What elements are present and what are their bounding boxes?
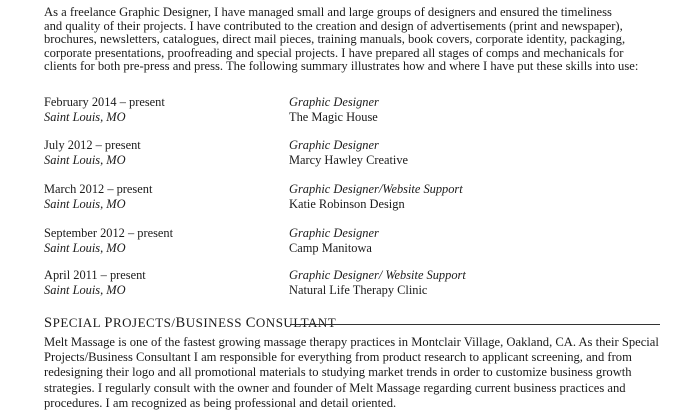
entry-role: [289, 268, 649, 298]
intro-line: and quality of their projects. I have contributed to the creation and design of advertisements (print and newspaper),: [44, 18, 623, 33]
entry-date: July 2012 – present: [44, 138, 141, 152]
entry-company: Natural Life Therapy Clinic: [289, 283, 428, 297]
intro-paragraph: [44, 6, 664, 74]
entry-role: [289, 138, 649, 168]
section-line: Melt Massage is one of the fastest growing massage therapy practices in Montclair Village, Oakland, CA. As their Special: [44, 335, 659, 349]
entry-date-location: [44, 268, 284, 298]
intro-line: brochures, newsletters, catalogues, direct mail pieces, training manuals, book covers, corporate identity, packaging,: [44, 32, 626, 47]
entry-role: [289, 182, 649, 212]
entry-title: Graphic Designer: [289, 95, 379, 109]
entry-role: [289, 226, 649, 256]
entry-location: Saint Louis, MO: [44, 110, 126, 124]
entry-role: [289, 95, 649, 125]
intro-line: corporate presentations, proofreading and special projects. I have prepared all stages of comps and mechanicals for: [44, 45, 624, 60]
entry-date-location: [44, 95, 284, 125]
entry-date: April 2011 – present: [44, 268, 146, 282]
entry-company: The Magic House: [289, 110, 378, 124]
entry-date: September 2012 – present: [44, 226, 174, 240]
entry-company: Marcy Hawley Creative: [289, 153, 409, 167]
section-heading-text: SPECIAL PROJECTS/BUSINESS CONSULTANT: [44, 315, 337, 331]
entry-date: March 2012 – present: [44, 182, 153, 196]
intro-line: clients for both pre-press and press. The following summary illustrates how and where I have put these skills into use:: [44, 59, 639, 74]
experience-entry: [44, 226, 644, 256]
section-paragraph: [44, 335, 664, 411]
experience-entry: [44, 138, 644, 168]
section-line: redesigning their logo and all promotional materials to studying market trends in order to customize business growth: [44, 365, 632, 380]
entry-date-location: [44, 138, 284, 168]
experience-entry: [44, 95, 644, 125]
intro-line: As a freelance Graphic Designer, I have managed small and large groups of designers and ensured the timeliness: [44, 5, 612, 19]
entry-location: Saint Louis, MO: [44, 197, 126, 211]
section-divider: [290, 324, 660, 325]
entry-title: Graphic Designer/Website Support: [289, 182, 463, 196]
entry-date-location: [44, 182, 284, 212]
section-line: procedures. I am recognized as being professional and detail oriented.: [44, 395, 397, 410]
experience-entry: [44, 268, 644, 298]
section-line: strategies. I regularly consult with the owner and founder of Melt Massage regarding current business practices and: [44, 380, 626, 395]
entry-title: Graphic Designer/ Website Support: [289, 268, 466, 282]
entry-company: Katie Robinson Design: [289, 197, 405, 211]
entry-location: Saint Louis, MO: [44, 283, 126, 297]
entry-location: Saint Louis, MO: [44, 153, 126, 167]
section-line: Projects/Business Consultant I am responsible for everything from product research to applicant screening, and from: [44, 350, 632, 365]
entry-company: Camp Manitowa: [289, 241, 372, 255]
entry-title: Graphic Designer: [289, 138, 379, 152]
entry-title: Graphic Designer: [289, 226, 379, 240]
entry-date-location: [44, 226, 284, 256]
entry-location: Saint Louis, MO: [44, 241, 126, 255]
entry-date: February 2014 – present: [44, 95, 165, 109]
experience-entry: [44, 182, 644, 212]
